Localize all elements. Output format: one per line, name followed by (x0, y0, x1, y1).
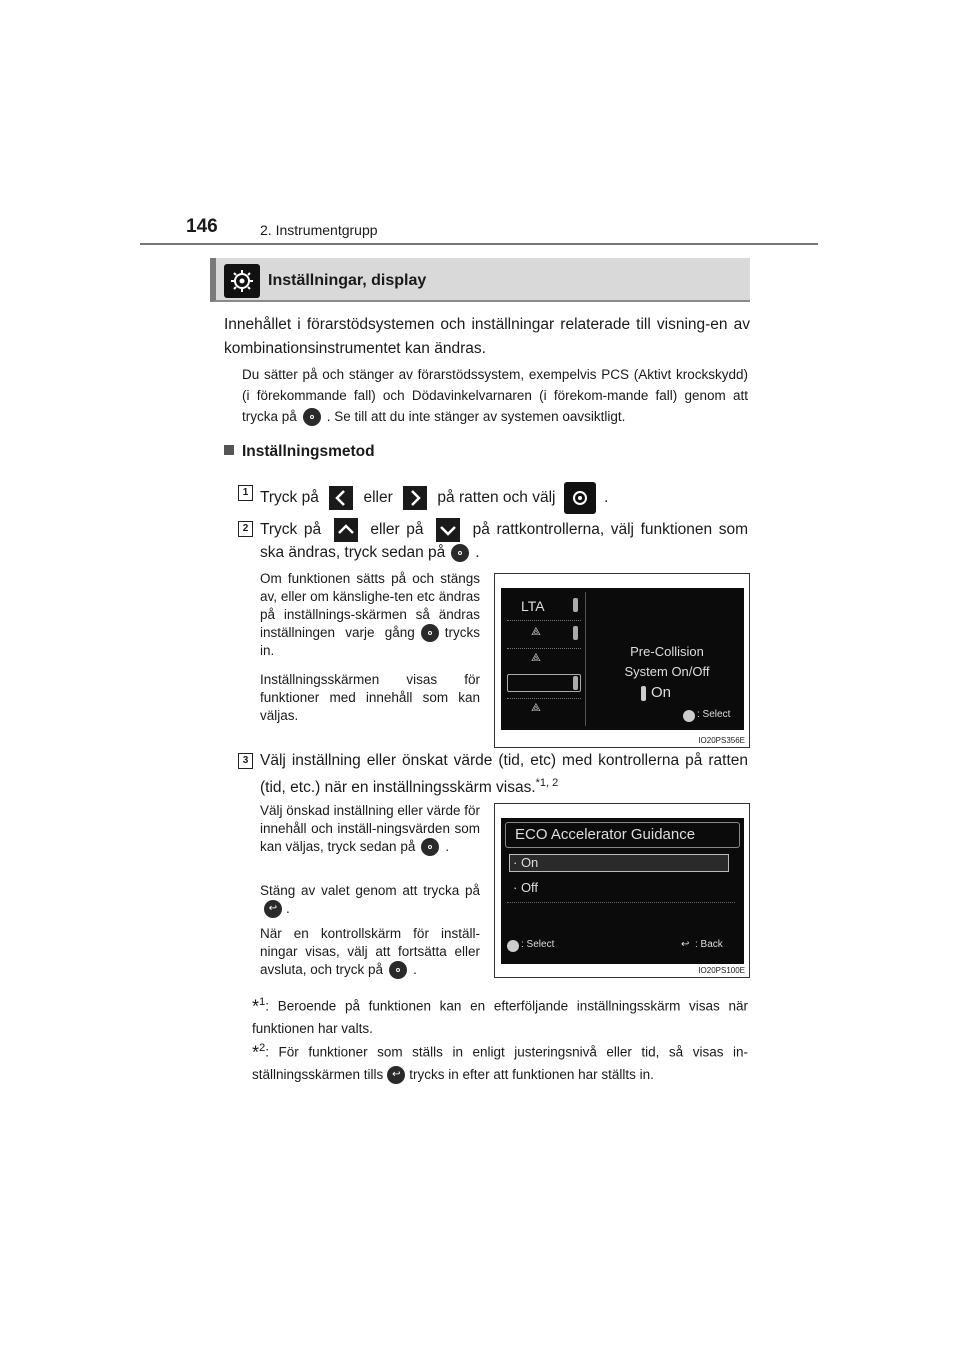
step-number-2: 2 (238, 521, 253, 537)
step-1-text: Tryck på eller på ratten och välj . (260, 482, 608, 514)
display-screen (501, 588, 744, 730)
note-text-2: . Se till att du inte stänger av systemen oavsiktligt. (326, 409, 626, 424)
ok-button-icon (683, 710, 695, 722)
footnote-2: *$^2$: För funktioner som ställs in enligt justeringsnivå eller tid, så visas in-ställningsskärmen tills ↩ trycks in efter att funktionen har ställts in. (252, 1038, 748, 1085)
footnote-1: *$^1$: Beroende på funktionen kan en efterföljande inställningsskärm visas när funktionen har valts. (252, 996, 748, 1036)
figure-id: IO20PS356E (698, 736, 745, 745)
intro-paragraph: Innehållet i förarstödsystemen och inställningar relaterade till visning-en av kombinationsinstrumentet kan ändras. (224, 316, 750, 357)
note-text-1: Du sätter på och stänger av förarstödssystem, exempelvis PCS (Aktivt krockskydd) (i förekommande fall) och Dödavinkelvarnaren (i förekom-mande fall) genom att trycka på (242, 367, 748, 424)
header-rule (140, 243, 818, 245)
select-label: : Select (521, 939, 555, 950)
back-arrow-icon: ↩ (681, 939, 690, 950)
right-arrow-icon (403, 486, 427, 510)
step-2-note-1: Om funktionen sätts på och stängs av, eller om känslighe-ten etc ändras på inställnings-skärmen så ändras inställningen varje gång trycks in. (260, 571, 480, 659)
gear-icon (224, 264, 260, 298)
square-bullet-icon (224, 445, 234, 455)
up-arrow-icon (334, 518, 358, 542)
ok-button-icon (507, 940, 519, 952)
step-3-note-2: Stäng av valet genom att trycka på↩ . (260, 882, 480, 918)
gear-icon (560, 482, 600, 514)
step-3-note-1: Välj önskad inställning eller värde för innehåll och inställ-ningsvärden som kan väljas, tryck sedan på . (260, 802, 480, 856)
note-paragraph (242, 364, 748, 427)
ok-button-icon (389, 961, 407, 979)
car-icon: ⟁ (531, 626, 541, 638)
ok-button-icon (303, 408, 321, 426)
step-number-3: 3 (238, 753, 253, 769)
step-2-text: Tryck på eller på på rattkontrollerna, välj funktionen som ska ändras, tryck sedan på . (260, 518, 748, 564)
car-icon: ⟁ (531, 652, 541, 664)
figure-pcs-settings (494, 573, 750, 748)
ok-button-icon (421, 624, 439, 642)
section-title: Inställningar, display (268, 272, 427, 289)
figure-eco-guidance (494, 803, 750, 978)
car-icon: ⟁ (531, 702, 541, 714)
toggle-indicator (641, 686, 646, 701)
figure-id: IO20PS100E (698, 966, 745, 975)
step-number-1: 1 (238, 485, 253, 501)
pcs-title-2: System On/Off (624, 664, 710, 679)
display-screen (501, 818, 744, 964)
left-arrow-icon (329, 486, 353, 510)
back-button-icon: ↩ (387, 1066, 405, 1084)
step-2-note-2: Inställningsskärmen visas för funktioner med innehåll som kan väljas. (260, 672, 480, 723)
back-button-icon: ↩ (264, 900, 282, 918)
menu-item-lta: LTA (521, 598, 545, 614)
select-label: : Select (697, 709, 731, 720)
down-arrow-icon (436, 518, 460, 542)
step-3-text: Välj inställning eller önskat värde (tid, etc) med kontrollerna på ratten (tid, etc.) när en inställningsskärm visas.$^{*1, 2}$ (260, 752, 748, 797)
pcs-title-1: Pre-Collision (630, 644, 704, 659)
eco-title: ECO Accelerator Guidance (515, 826, 696, 843)
chapter-title: 2. Instrumentgrupp (260, 222, 378, 238)
step-3-note-3: När en kontrollskärm för inställ-ningar visas, välj att fortsätta eller avsluta, och tryck på . (260, 925, 480, 979)
ok-button-icon (451, 544, 469, 562)
subheading: Inställningsmetod (224, 443, 375, 461)
ok-button-icon (421, 838, 439, 856)
page-number: 146 (186, 216, 218, 237)
pcs-state: On (651, 684, 672, 701)
back-label: : Back (695, 939, 723, 950)
option-on: · On (513, 855, 539, 870)
option-off: · Off (513, 880, 539, 895)
